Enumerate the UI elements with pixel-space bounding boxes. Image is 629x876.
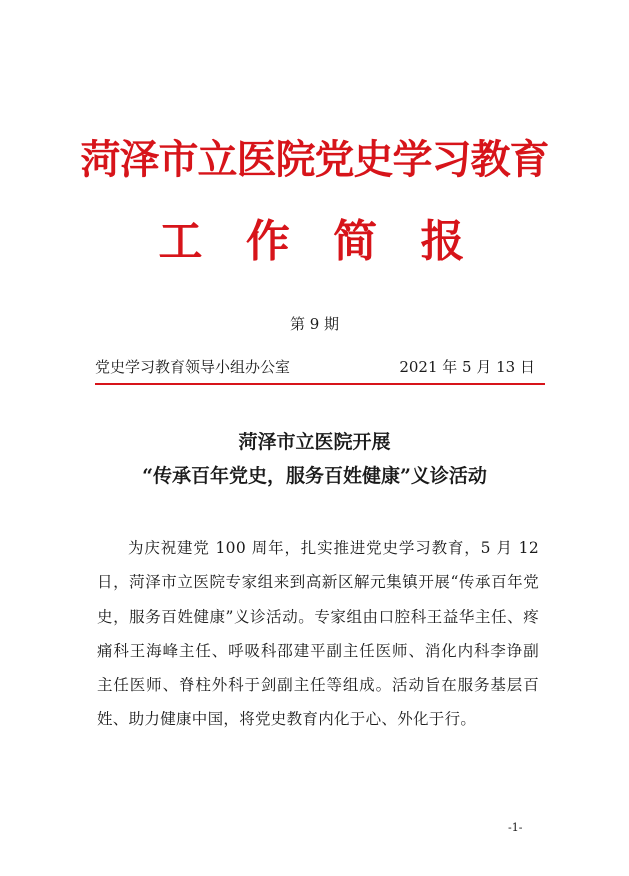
article-title-line-1: 菏泽市立医院开展 bbox=[238, 431, 391, 453]
issue-date: 2021 年 5 月 13 日 bbox=[399, 358, 535, 376]
page-number: -1- bbox=[508, 821, 523, 834]
article-title bbox=[0, 425, 629, 493]
meta-row bbox=[95, 356, 535, 378]
issue-number: 第 9 期 bbox=[289, 315, 340, 333]
office-name: 党史学习教育领导小组办公室 bbox=[95, 358, 291, 376]
article-body: 为庆祝建党 100 周年，扎实推进党史学习教育，5 月 12 日，菏泽市立医院专家组来到高新区解元集镇开展“传承百年党史，服务百姓健康”义诊活动。专家组由口腔科王益华主任、疼痛科王海峰主任、呼吸科邵建平副主任医师、消化内科李诤副主任医师、脊柱外科于剑副主任等组成。活动旨在服务基层百姓、助力健康中国，将党史教育内化于心、外化于行。 bbox=[97, 539, 539, 729]
red-divider bbox=[95, 383, 545, 385]
masthead-title: 菏泽市立医院党史学习教育 bbox=[80, 136, 549, 183]
article-title-line-2: “传承百年党史，服务百姓健康”义诊活动 bbox=[142, 465, 487, 487]
masthead-subtitle: 工 作 简 报 bbox=[158, 216, 479, 267]
